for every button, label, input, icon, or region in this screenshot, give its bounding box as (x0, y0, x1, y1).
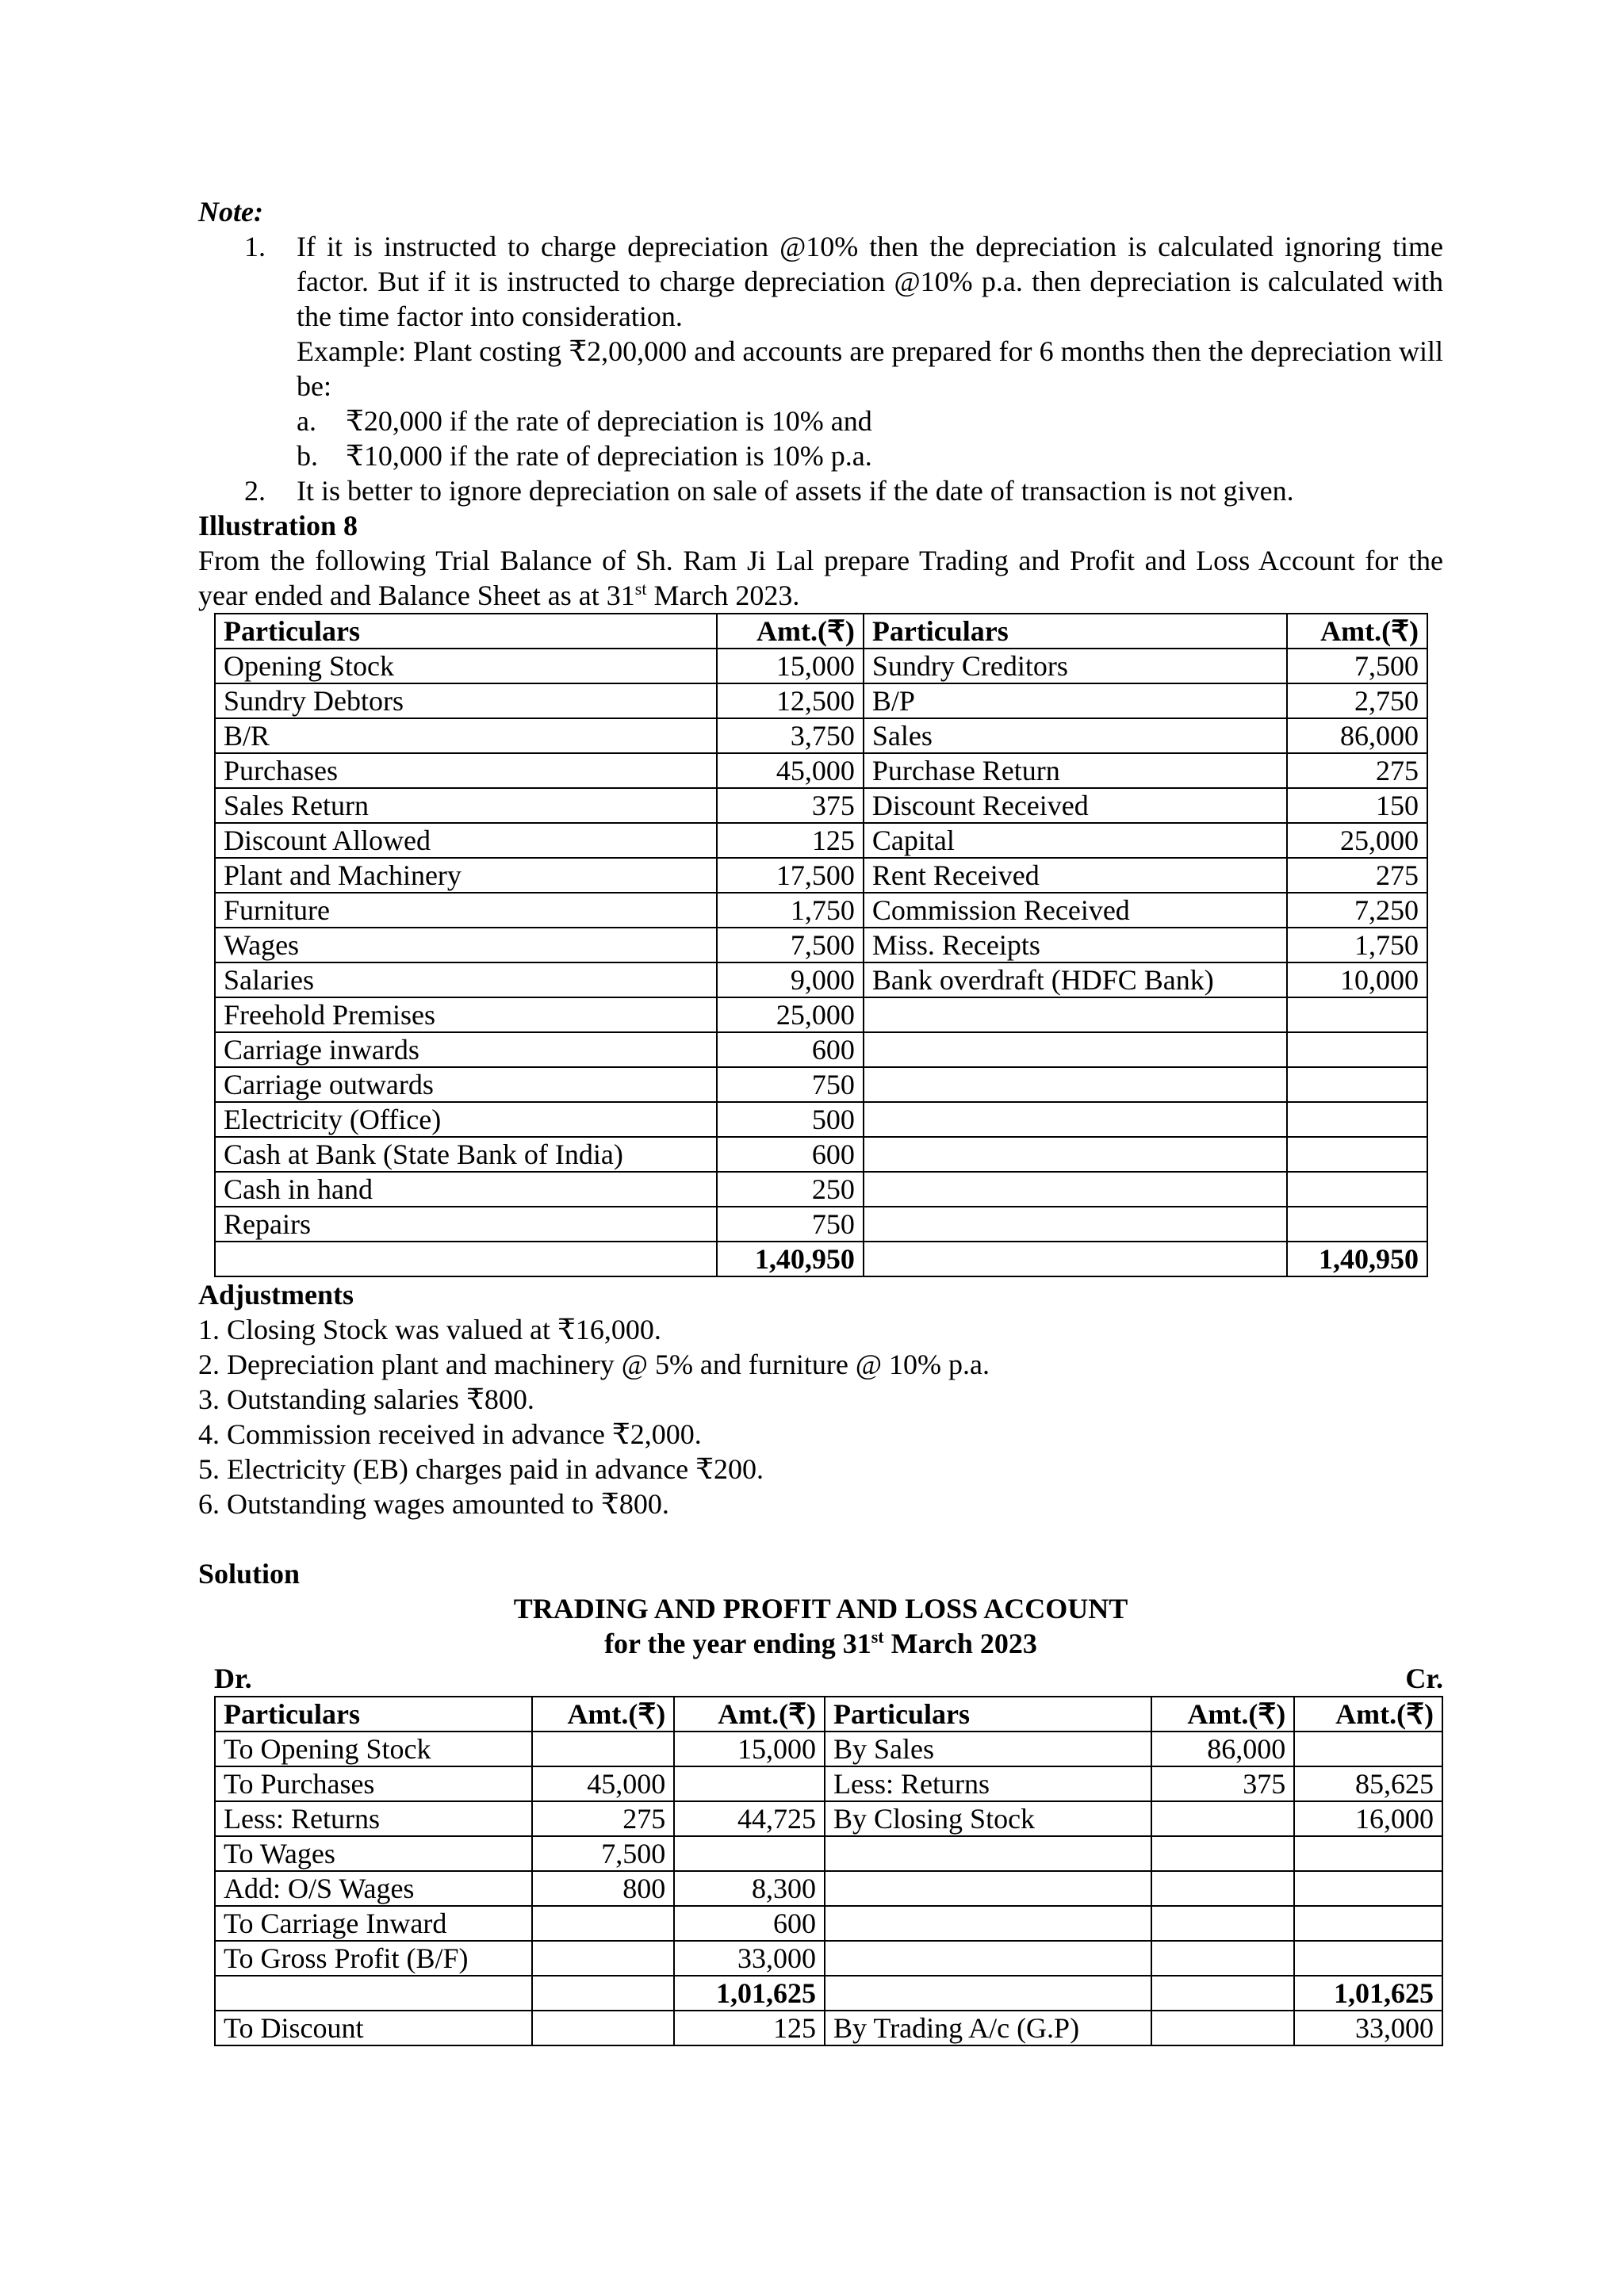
table-row (215, 1941, 1442, 1976)
adjustment-item: 6. Outstanding wages amounted to ₹800. (198, 1488, 669, 1520)
table-cell: Electricity (Office) (215, 1102, 717, 1137)
table-cell (1151, 1836, 1294, 1871)
note-item-number: 1. (244, 231, 266, 262)
table-cell: Carriage inwards (215, 1032, 717, 1067)
table-cell (674, 1766, 825, 1801)
table-row (215, 1801, 1442, 1836)
adjustment-item: 3. Outstanding salaries ₹800. (198, 1383, 534, 1415)
table-cell: To Gross Profit (B/F) (215, 1941, 532, 1976)
table-cell: Purchases (215, 753, 717, 788)
column-header: Particulars (215, 1697, 532, 1732)
adjustment-item: 1. Closing Stock was valued at ₹16,000. (198, 1314, 661, 1345)
table-cell: 750 (717, 1067, 864, 1102)
adjustment-item: 5. Electricity (EB) charges paid in advance ₹200. (198, 1453, 764, 1485)
table-cell: 275 (1287, 858, 1427, 893)
table-cell: B/R (215, 718, 717, 753)
table-cell: B/P (864, 683, 1287, 718)
table-cell (1151, 1941, 1294, 1976)
table-cell: 7,250 (1287, 893, 1427, 928)
table-cell: Discount Allowed (215, 823, 717, 858)
table-cell (1151, 1801, 1294, 1836)
table-cell: 375 (1151, 1766, 1294, 1801)
ordinal-suffix: st (871, 1627, 884, 1647)
table-cell: 600 (717, 1137, 864, 1172)
table-cell: Less: Returns (825, 1766, 1151, 1801)
table-cell: Sundry Debtors (215, 683, 717, 718)
table-cell: 15,000 (674, 1732, 825, 1766)
table-row (215, 997, 1427, 1032)
table-cell (825, 1906, 1151, 1941)
note-item-2 (198, 473, 1443, 508)
table-cell: 25,000 (1287, 823, 1427, 858)
table-cell: 45,000 (532, 1766, 675, 1801)
table-row (215, 858, 1427, 893)
dr-cr-labels (214, 1661, 1443, 1696)
trading-pl-account-table (214, 1696, 1443, 2046)
table-cell (532, 1941, 675, 1976)
table-cell: 10,000 (1287, 962, 1427, 997)
table-cell (864, 1067, 1287, 1102)
table-cell (1287, 1172, 1427, 1207)
adjustments-list (198, 1312, 1443, 1521)
table-cell (1294, 1732, 1442, 1766)
column-header: Amt.(₹) (717, 614, 864, 649)
table-row (215, 753, 1427, 788)
table-cell: Sales (864, 718, 1287, 753)
table-cell (864, 1102, 1287, 1137)
table-row (215, 683, 1427, 718)
table-cell (532, 1906, 675, 1941)
table-cell (532, 1976, 675, 2011)
solution-title: Solution (198, 1558, 301, 1590)
table-cell: Freehold Premises (215, 997, 717, 1032)
table-cell: Bank overdraft (HDFC Bank) (864, 962, 1287, 997)
table-cell (864, 1242, 1287, 1276)
table-cell: 125 (717, 823, 864, 858)
table-cell: By Trading A/c (G.P) (825, 2011, 1151, 2045)
table-cell (1287, 1207, 1427, 1242)
table-cell (1287, 1102, 1427, 1137)
table-cell (825, 1941, 1151, 1976)
table-row (215, 1032, 1427, 1067)
table-cell: Wages (215, 928, 717, 962)
table-cell: 600 (717, 1032, 864, 1067)
table-cell: Purchase Return (864, 753, 1287, 788)
table-cell: Add: O/S Wages (215, 1871, 532, 1906)
trial-balance-table (214, 613, 1428, 1277)
table-cell: Less: Returns (215, 1801, 532, 1836)
table-cell: 7,500 (532, 1836, 675, 1871)
table-row (215, 1207, 1427, 1242)
table-cell: 86,000 (1287, 718, 1427, 753)
table-cell: 3,750 (717, 718, 864, 753)
table-cell: Sundry Creditors (864, 649, 1287, 683)
subheading-main: for the year ending 31 (604, 1628, 871, 1659)
table-cell: 7,500 (717, 928, 864, 962)
table-cell: Discount Received (864, 788, 1287, 823)
total-row (215, 1976, 1442, 2011)
table-cell: Sales Return (215, 788, 717, 823)
table-cell: Rent Received (864, 858, 1287, 893)
table-cell: 1,01,625 (1294, 1976, 1442, 2011)
table-cell: Opening Stock (215, 649, 717, 683)
table-cell: Salaries (215, 962, 717, 997)
column-header: Amt.(₹) (674, 1697, 825, 1732)
column-header: Particulars (825, 1697, 1151, 1732)
table-row (215, 1732, 1442, 1766)
illustration-text (198, 543, 1443, 613)
table-cell (864, 1172, 1287, 1207)
table-row (215, 1766, 1442, 1801)
table-row (215, 1906, 1442, 1941)
table-cell: 600 (674, 1906, 825, 1941)
table-cell (1287, 1067, 1427, 1102)
sub-item-letter: b. (297, 440, 318, 472)
note-example: Example: Plant costing ₹2,00,000 and accounts are prepared for 6 months then the depreciation will be: (297, 335, 1443, 402)
table-cell: 85,625 (1294, 1766, 1442, 1801)
sub-item-text: ₹10,000 if the rate of depreciation is 10% p.a. (346, 440, 872, 472)
table-cell (825, 1871, 1151, 1906)
table-row (215, 1137, 1427, 1172)
table-row (215, 823, 1427, 858)
table-row (215, 788, 1427, 823)
note-item-text: It is better to ignore depreciation on sale of assets if the date of transaction is not given. (297, 475, 1294, 507)
table-cell: Capital (864, 823, 1287, 858)
table-header-row (215, 1697, 1442, 1732)
table-cell: 750 (717, 1207, 864, 1242)
table-row (215, 1172, 1427, 1207)
table-cell: 7,500 (1287, 649, 1427, 683)
table-row (215, 649, 1427, 683)
table-cell (532, 1732, 675, 1766)
table-cell: 12,500 (717, 683, 864, 718)
table-row (215, 928, 1427, 962)
table-cell (674, 1836, 825, 1871)
table-cell (1294, 1941, 1442, 1976)
column-header: Amt.(₹) (1151, 1697, 1294, 1732)
table-cell (1151, 1906, 1294, 1941)
table-cell: 1,01,625 (674, 1976, 825, 2011)
table-cell (1294, 1836, 1442, 1871)
table-cell: Furniture (215, 893, 717, 928)
sub-item-letter: a. (297, 405, 316, 437)
table-cell (215, 1976, 532, 2011)
note-item-1 (198, 229, 1443, 473)
table-cell: By Sales (825, 1732, 1151, 1766)
table-cell (1151, 2011, 1294, 2045)
total-row (215, 1242, 1427, 1276)
column-header: Particulars (864, 614, 1287, 649)
note-item-text: If it is instructed to charge depreciation @10% then the depreciation is calculated ignoring time factor. But if it is instructed to charge depreciation @10% p.a. then depreciation is calculated with the time factor into consideration. (297, 231, 1443, 332)
table-cell (1294, 1871, 1442, 1906)
table-cell (864, 1032, 1287, 1067)
table-cell: Commission Received (864, 893, 1287, 928)
table-cell: 275 (1287, 753, 1427, 788)
subheading-end: March 2023 (883, 1628, 1037, 1659)
table-cell: To Carriage Inward (215, 1906, 532, 1941)
table-cell: 15,000 (717, 649, 864, 683)
account-subheading (198, 1626, 1443, 1661)
table-cell: Plant and Machinery (215, 858, 717, 893)
table-cell: Repairs (215, 1207, 717, 1242)
table-cell: 33,000 (674, 1941, 825, 1976)
table-cell: 9,000 (717, 962, 864, 997)
note-item-number: 2. (244, 475, 266, 507)
table-cell (864, 997, 1287, 1032)
table-row (215, 1102, 1427, 1137)
table-cell: 45,000 (717, 753, 864, 788)
table-cell (1151, 1976, 1294, 2011)
table-cell: 275 (532, 1801, 675, 1836)
table-row (215, 893, 1427, 928)
table-row (215, 718, 1427, 753)
table-cell: Cash in hand (215, 1172, 717, 1207)
table-cell: Cash at Bank (State Bank of India) (215, 1137, 717, 1172)
table-cell: 800 (532, 1871, 675, 1906)
table-cell: To Opening Stock (215, 1732, 532, 1766)
table-cell (825, 1836, 1151, 1871)
document-page (198, 194, 1443, 2046)
table-cell (864, 1137, 1287, 1172)
table-cell: 1,750 (717, 893, 864, 928)
sub-item-text: ₹20,000 if the rate of depreciation is 10% and (346, 405, 872, 437)
table-cell: By Closing Stock (825, 1801, 1151, 1836)
ordinal-suffix: st (634, 579, 647, 599)
table-cell: 16,000 (1294, 1801, 1442, 1836)
table-cell: 33,000 (1294, 2011, 1442, 2045)
table-cell: 250 (717, 1172, 864, 1207)
illustration-title: Illustration 8 (198, 510, 358, 541)
table-cell: 500 (717, 1102, 864, 1137)
column-header: Amt.(₹) (1287, 614, 1427, 649)
table-cell (215, 1242, 717, 1276)
table-cell (1151, 1871, 1294, 1906)
table-cell (864, 1207, 1287, 1242)
table-cell: 44,725 (674, 1801, 825, 1836)
table-cell: 8,300 (674, 1871, 825, 1906)
note-sub-item-b (297, 438, 1443, 473)
illustration-text-main: From the following Trial Balance of Sh. Ram Ji Lal prepare Trading and Profit and Loss Account for the year ended and Balance Sheet as at 31 (198, 545, 1443, 611)
table-cell: 1,750 (1287, 928, 1427, 962)
adjustment-item: 2. Depreciation plant and machinery @ 5% and furniture @ 10% p.a. (198, 1349, 990, 1380)
table-cell (1287, 997, 1427, 1032)
table-header-row (215, 614, 1427, 649)
debit-label: Dr. (214, 1663, 252, 1694)
table-cell (1287, 1032, 1427, 1067)
table-cell: To Purchases (215, 1766, 532, 1801)
table-cell: Miss. Receipts (864, 928, 1287, 962)
table-cell: 150 (1287, 788, 1427, 823)
column-header: Amt.(₹) (532, 1697, 675, 1732)
account-heading: TRADING AND PROFIT AND LOSS ACCOUNT (513, 1593, 1128, 1624)
table-cell (1287, 1137, 1427, 1172)
table-row (215, 1067, 1427, 1102)
table-row (215, 962, 1427, 997)
table-cell: 1,40,950 (717, 1242, 864, 1276)
table-row (215, 1836, 1442, 1871)
adjustment-item: 4. Commission received in advance ₹2,000. (198, 1418, 702, 1450)
note-title: Note: (198, 196, 263, 228)
table-cell: 375 (717, 788, 864, 823)
table-cell: 1,40,950 (1287, 1242, 1427, 1276)
table-cell (532, 2011, 675, 2045)
table-cell: 125 (674, 2011, 825, 2045)
illustration-text-end: March 2023. (646, 580, 800, 611)
adjustments-title: Adjustments (198, 1279, 354, 1311)
table-cell: 25,000 (717, 997, 864, 1032)
table-cell (825, 1976, 1151, 2011)
table-cell: 86,000 (1151, 1732, 1294, 1766)
table-cell: 2,750 (1287, 683, 1427, 718)
column-header: Amt.(₹) (1294, 1697, 1442, 1732)
table-row (215, 2011, 1442, 2045)
table-cell: To Discount (215, 2011, 532, 2045)
table-row (215, 1871, 1442, 1906)
table-cell: Carriage outwards (215, 1067, 717, 1102)
table-cell: 17,500 (717, 858, 864, 893)
note-sub-item-a (297, 404, 1443, 438)
table-cell (1294, 1906, 1442, 1941)
table-cell: To Wages (215, 1836, 532, 1871)
credit-label: Cr. (1405, 1663, 1443, 1694)
column-header: Particulars (215, 614, 717, 649)
